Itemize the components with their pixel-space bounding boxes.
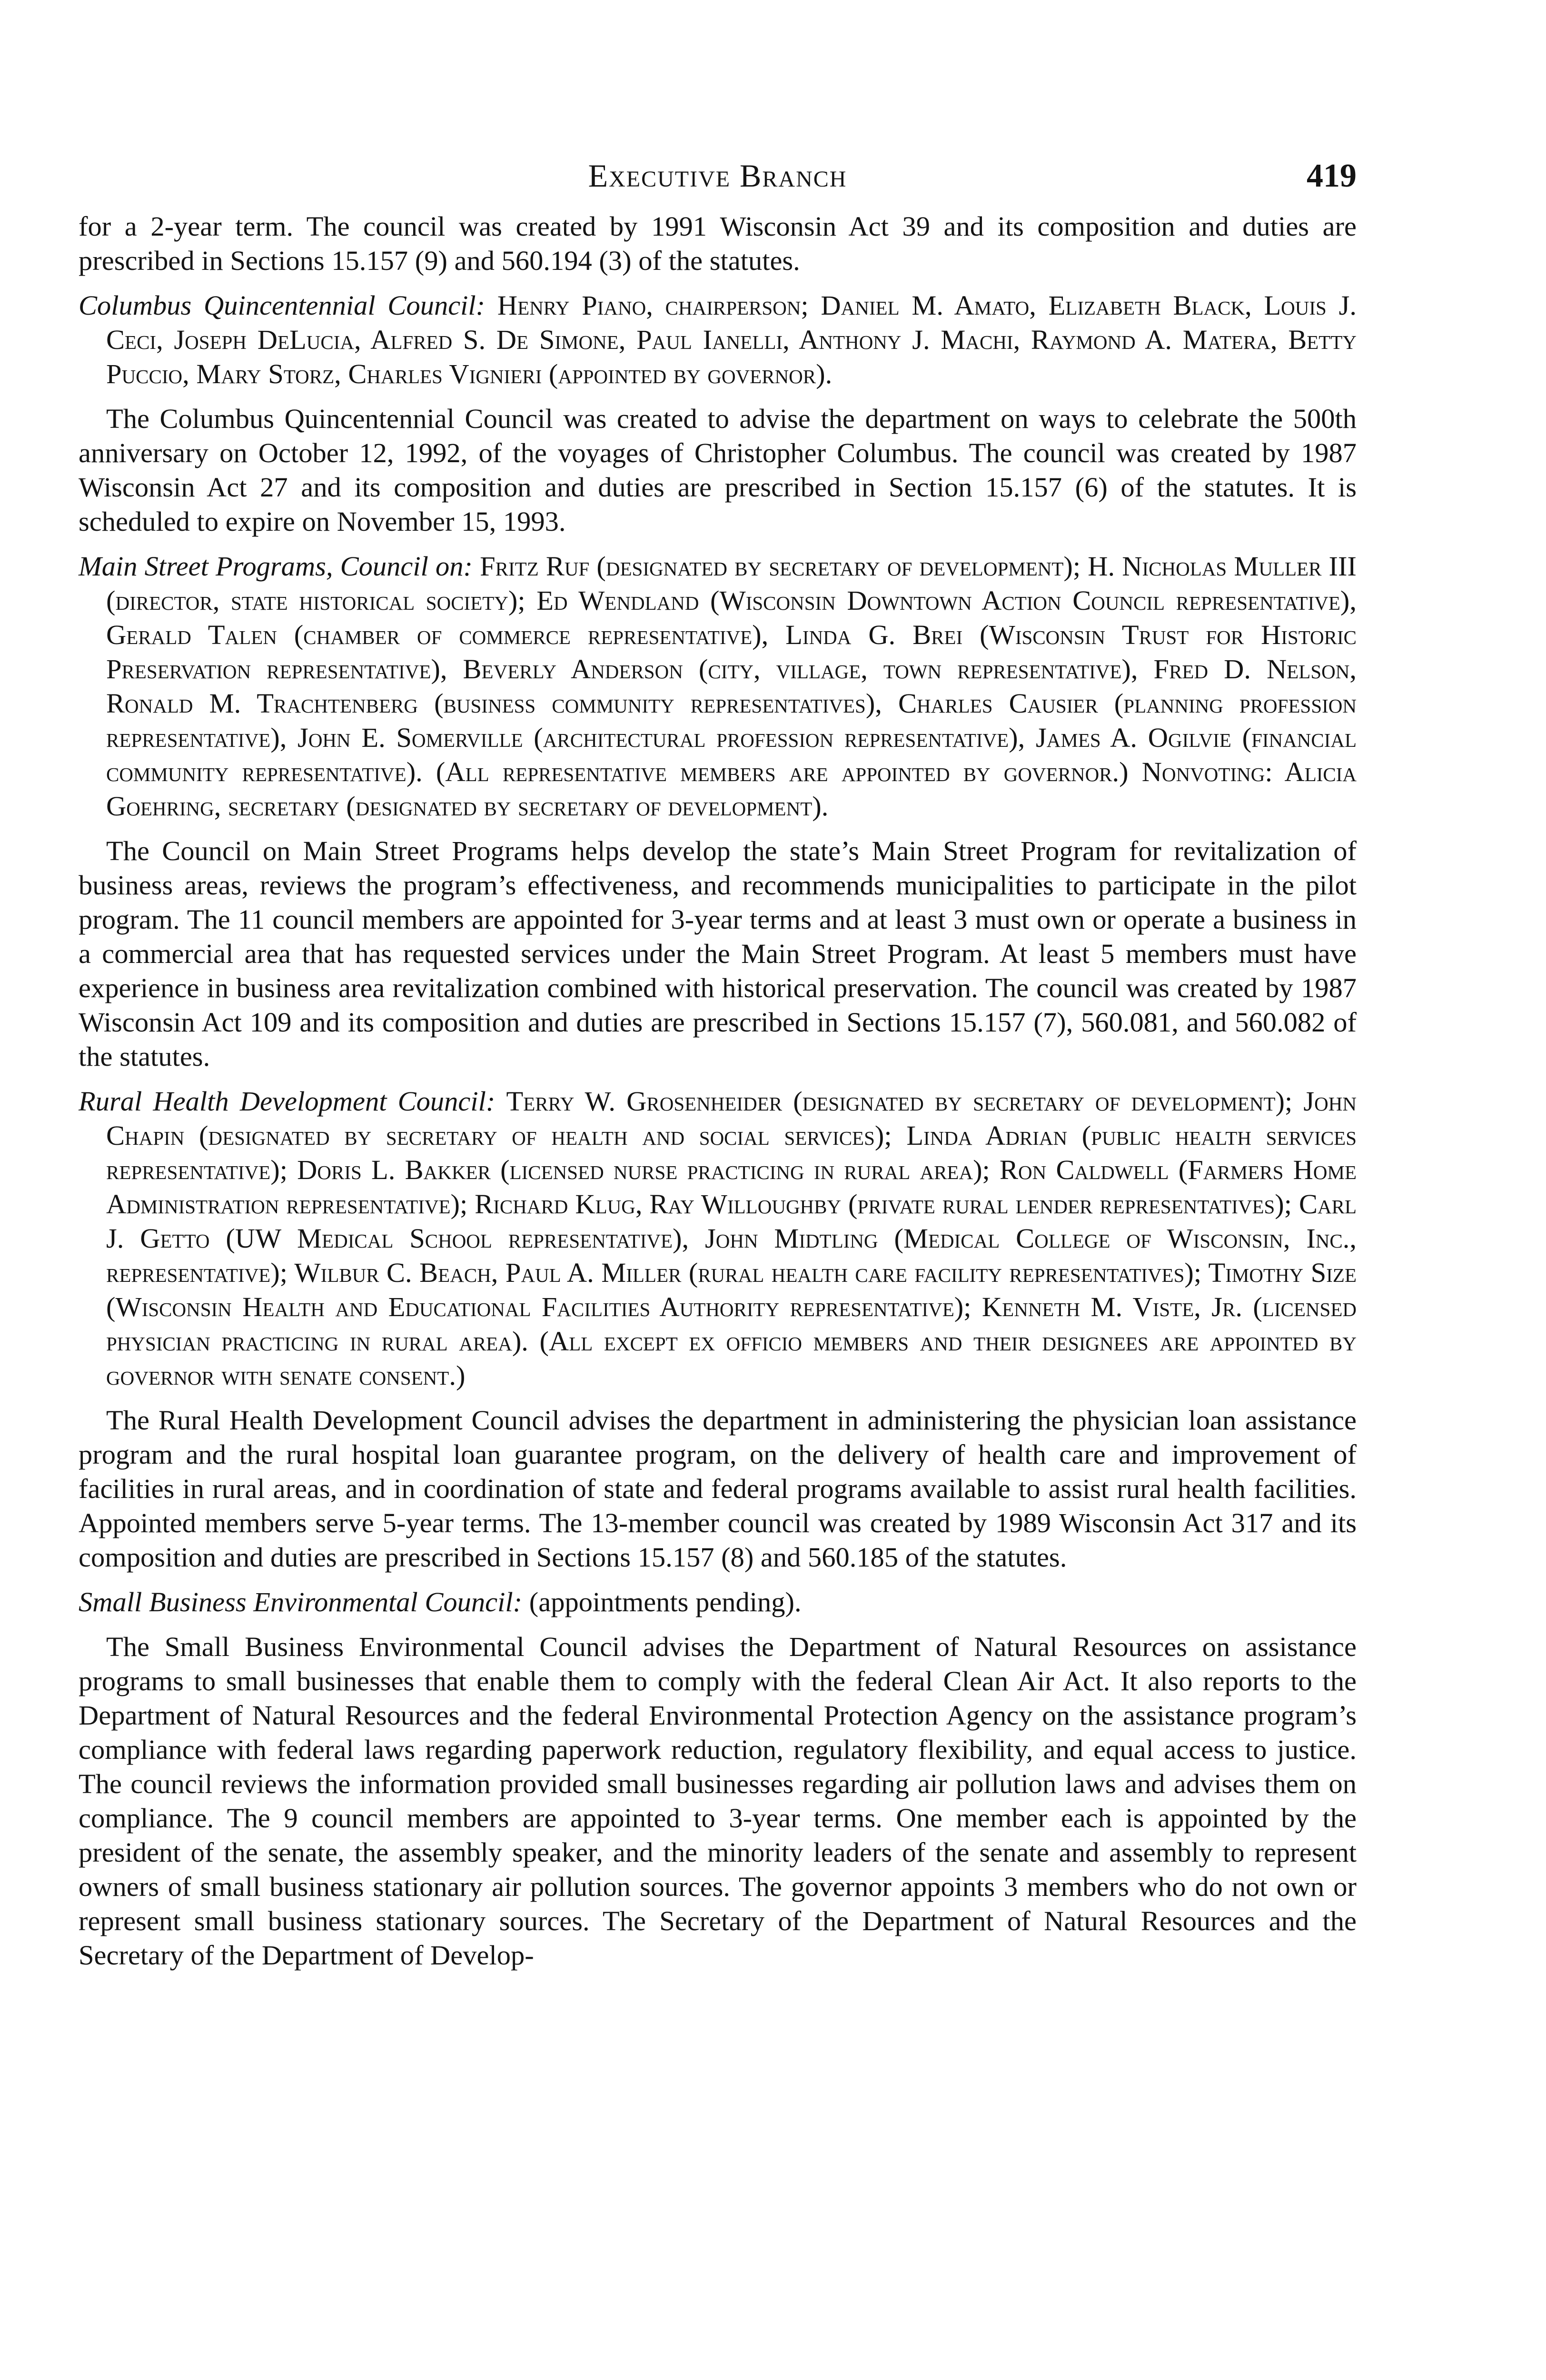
- entry-members: Fritz Ruf (designated by secretary of development); H. Nicholas Muller III (director, state historical society); Ed Wendland (Wisconsin Downtown Action Council representative), Gerald Talen (chamber of commerce representative), Linda G. Brei (Wisconsin Trust for Historic Preservation representative), Beverly Anderson (city, village, town representative), Fred D. Nelson, Ronald M. Trachtenberg (business community representatives), Charles Causier (planning profession representative), John E. Somerville (architectural profession representative), James A. Ogilvie (financial community representative). (All representative members are appointed by governor.) Nonvoting: Alicia Goehring, secretary (designated by secretary of development).: [106, 551, 1357, 822]
- entry-members: (appointments pending).: [529, 1587, 802, 1617]
- entry-title: Rural Health Development Council:: [79, 1086, 496, 1117]
- rural-health-council-description: The Rural Health Development Council advises the department in administering the physician loan assistance program and the rural hospital loan guarantee program, on the delivery of health care and improvement of facilities in rural areas, and in coordination of state and federal programs available to assist rural health facilities. Appointed members serve 5-year terms. The 13-member council was created by 1989 Wisconsin Act 317 and its composition and duties are prescribed in Sections 15.157 (8) and 560.185 of the statutes.: [79, 1405, 1357, 1573]
- page: [79, 157, 1357, 1973]
- running-head: [79, 157, 1357, 209]
- columbus-council-entry: [79, 288, 1357, 391]
- entry-members: Henry Piano, chairperson; Daniel M. Amato, Elizabeth Black, Louis J. Ceci, Joseph DeLucia, Alfred S. De Simone, Paul Ianelli, Anthony J. Machi, Raymond A. Matera, Betty Puccio, Mary Storz, Charles Vignieri (appointed by governor).: [106, 290, 1357, 389]
- columbus-council-description: The Columbus Quincentennial Council was created to advise the department on ways to celebrate the 500th anniversary on October 12, 1992, of the voyages of Christopher Columbus. The council was created by 1987 Wisconsin Act 27 and its composition and duties are prescribed in Section 15.157 (6) of the statutes. It is scheduled to expire on November 15, 1993.: [79, 403, 1357, 537]
- page-number: 419: [1307, 158, 1357, 194]
- main-street-council-description: The Council on Main Street Programs helps develop the state’s Main Street Program for revitalization of business areas, reviews the program’s effectiveness, and recommends municipalities to participate in the pilot program. The 11 council members are appointed for 3-year terms and at least 3 must own or operate a business in a commercial area that has requested services under the Main Street Program. At least 5 members must have experience in business area revitalization combined with historical preservation. The council was created by 1987 Wisconsin Act 109 and its composition and duties are prescribed in Sections 15.157 (7), 560.081, and 560.082 of the statutes.: [79, 835, 1357, 1072]
- entry-members: Terry W. Grosenheider (designated by secretary of development); John Chapin (designated by secretary of health and social services); Linda Adrian (public health services representative); Doris L. Bakker (licensed nurse practicing in rural area); Ron Caldwell (Farmers Home Administration representative); Richard Klug, Ray Willoughby (private rural lender representatives); Carl J. Getto (UW Medical School representative), John Midtling (Medical College of Wisconsin, Inc., representative); Wilbur C. Beach, Paul A. Miller (rural health care facility representatives); Timothy Size (Wisconsin Health and Educational Facilities Authority representative); Kenneth M. Viste, Jr. (licensed physician practicing in rural area). (All except ex officio members and their designees are appointed by governor with senate consent.): [106, 1086, 1357, 1391]
- rural-health-council-entry: [79, 1084, 1357, 1393]
- entry-title: Columbus Quincentennial Council:: [79, 290, 486, 321]
- entry-title: Main Street Programs, Council on:: [79, 551, 473, 582]
- main-street-council-entry: [79, 549, 1357, 823]
- entry-title: Small Business Environmental Council:: [79, 1587, 523, 1617]
- small-business-council-description: The Small Business Environmental Council advises the Department of Natural Resources on assistance programs to small businesses that enable them to comply with the federal Clean Air Act. It also reports to the Department of Natural Resources and the federal Environmental Protection Agency on the assistance program’s compliance with federal laws regarding paperwork reduction, regulatory flexibility, and equal access to justice. The council reviews the information provided small businesses regarding air pollution laws and advises them on compliance. The 9 council members are appointed to 3-year terms. One member each is appointed by the president of the senate, the assembly speaker, and the minority leaders of the senate and assembly to represent owners of small business stationary air pollution sources. The governor appoints 3 members who do not own or represent small business stationary sources. The Secretary of the Department of Natural Resources and the Secretary of the Department of Develop-: [79, 1631, 1357, 1971]
- small-business-council-entry: [79, 1585, 1357, 1619]
- section-title: Executive Branch: [588, 158, 847, 194]
- continued-paragraph: for a 2-year term. The council was created by 1991 Wisconsin Act 39 and its composition and duties are prescribed in Sections 15.157 (9) and 560.194 (3) of the statutes.: [79, 211, 1357, 276]
